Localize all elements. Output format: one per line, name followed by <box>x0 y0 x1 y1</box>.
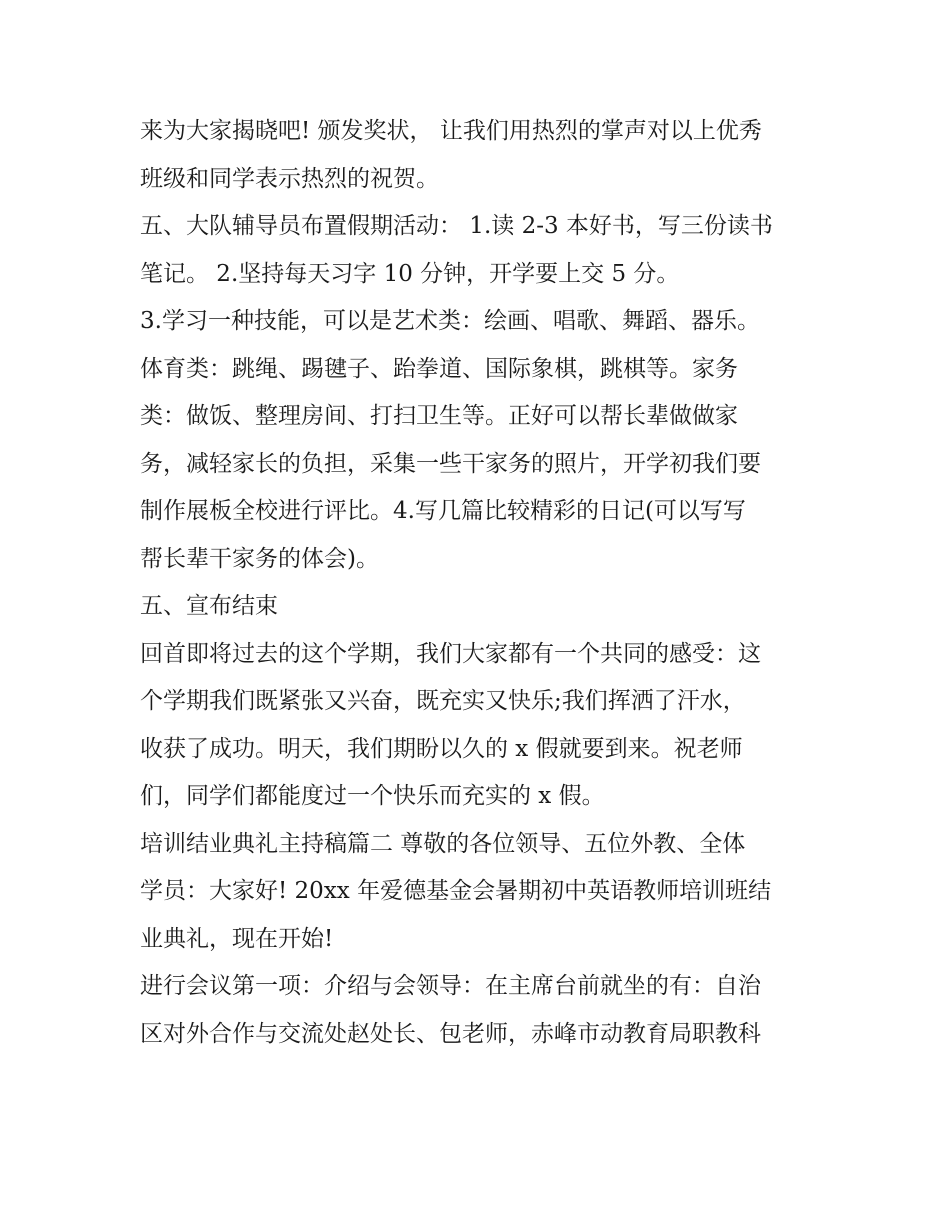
text-line: 笔记。 2.坚持每天习字 10 分钟，开学要上交 5 分。 <box>140 260 680 287</box>
text-line: 回首即将过去的这个学期，我们大家都有一个共同的感受：这 <box>140 640 761 667</box>
text-line: 来为大家揭晓吧! 颁发奖状， 让我们用热烈的掌声对以上优秀 <box>140 118 762 144</box>
text-line: 3.学习一种技能，可以是艺术类：绘画、唱歌、舞蹈、器乐。 <box>140 308 760 334</box>
text-line: 班级和同学表示热烈的祝贺。 <box>140 165 439 192</box>
text-line: 制作展板全校进行评比。4.写几篇比较精彩的日记(可以写写 <box>140 498 746 524</box>
text-line: 业典礼，现在开始! <box>140 925 334 952</box>
text-line: 区对外合作与交流处赵处长、包老师，赤峰市动教育局职教科 <box>140 1020 761 1047</box>
text-line: 五、大队辅导员布置假期活动： 1.读 2-3 本好书，写三份读书 <box>140 213 773 239</box>
text-line: 类：做饭、整理房间、打扫卫生等。正好可以帮长辈做做家 <box>140 403 738 429</box>
text-line: 务，减轻家长的负担，采集一些干家务的照片，开学初我们要 <box>140 450 761 477</box>
text-line: 进行会议第一项：介绍与会领导：在主席台前就坐的有：自治 <box>140 973 761 999</box>
text-line: 学员：大家好! 20xx 年爱德基金会暑期初中英语教师培训班结 <box>140 878 772 904</box>
text-line: 体育类：跳绳、踢毽子、跆拳道、国际象棋，跳棋等。家务 <box>140 355 738 382</box>
document-body <box>140 108 820 1058</box>
text-line: 收获了成功。明天，我们期盼以久的 x 假就要到来。祝老师 <box>140 735 743 762</box>
text-line: 们，同学们都能度过一个快乐而充实的 x 假。 <box>140 783 605 809</box>
text-line: 个学期我们既紧张又兴奋，既充实又快乐;我们挥洒了汗水， <box>140 688 746 714</box>
text-line: 帮长辈干家务的体会)。 <box>140 545 379 572</box>
section-heading: 五、宣布结束 <box>140 593 278 619</box>
text-line: 培训结业典礼主持稿篇二 尊敬的各位领导、五位外教、全体 <box>140 830 746 857</box>
